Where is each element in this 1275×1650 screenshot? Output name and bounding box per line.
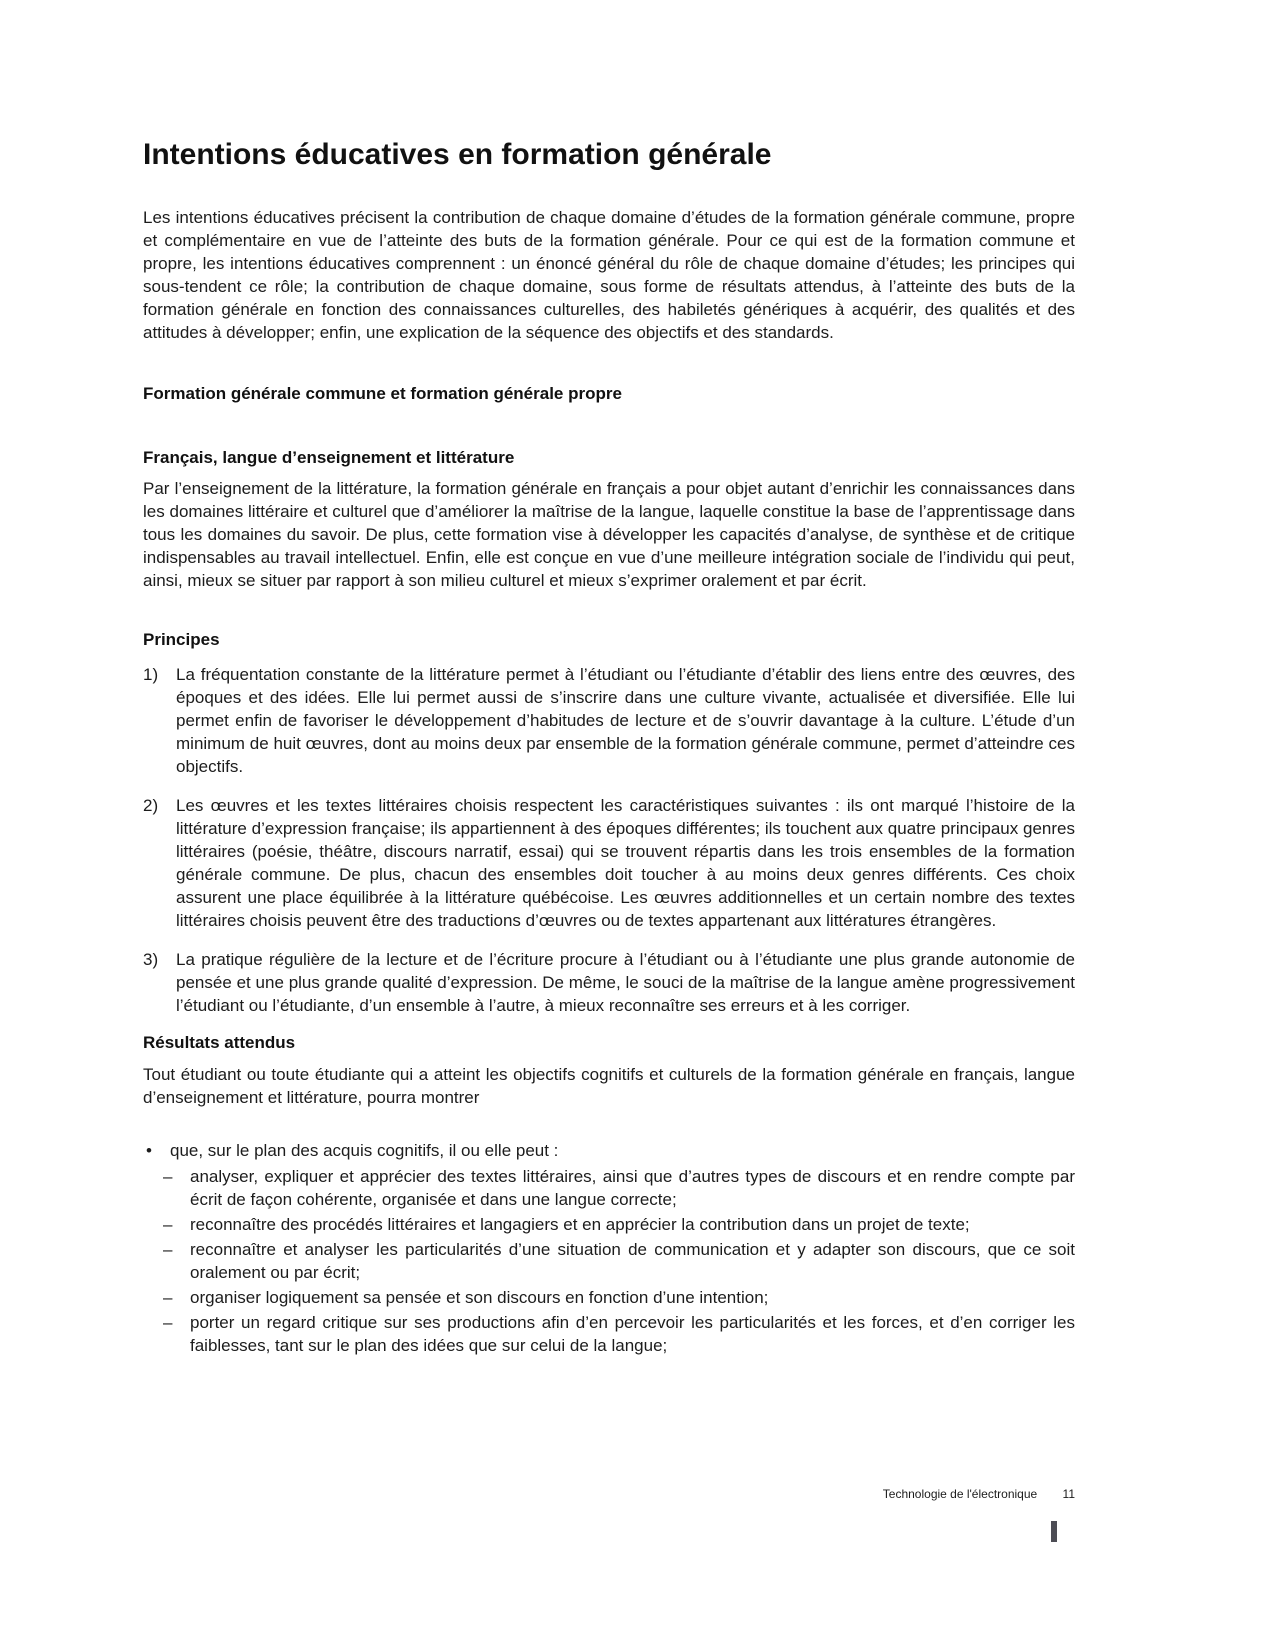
dash-item-text: reconnaître et analyser les particularités d’une situation de communication et y adapter son discours, que ce soit oralement ou par écrit;	[190, 1240, 1075, 1282]
dash-item-text: reconnaître des procédés littéraires et langagiers et en apprécier la contribution dans un projet de texte;	[190, 1215, 970, 1234]
results-intro-paragraph: Tout étudiant ou toute étudiante qui a atteint les objectifs cognitifs et culturels de la formation générale en français, langue d’enseignement et littérature, pourra montrer	[143, 1065, 1075, 1107]
section-heading-formation-generale: Formation générale commune et formation générale propre	[143, 384, 622, 403]
principle-text: La fréquentation constante de la littérature permet à l’étudiant ou l’étudiante d’établir des liens entre des œuvres, des époques et des idées. Elle lui permet aussi de s’inscrire dans une culture vivante, actualisée et diversifiée. Elle lui permet enfin de favoriser le développement d’habitudes de lecture et de s’ouvrir davantage à la culture. L’étude d’un minimum de huit œuvres, dont au moins deux par ensemble de la formation générale commune, permet d’atteindre ces objectifs.	[176, 665, 1075, 776]
principle-number: 2)	[143, 796, 159, 815]
dash-item-3	[143, 1238, 1075, 1284]
principle-text: Les œuvres et les textes littéraires choisis respectent les caractéristiques suivantes : ils ont marqué l’histoire de la littérature d’expression française; ils appartiennent à des époques différentes; ils touchent aux quatre principaux genres littéraires (poésie, théâtre, discours narratif, essai) qui se trouvent répartis dans les trois ensembles de la formation générale commune. De plus, chacun des ensembles doit toucher à au moins deux genres différents. Ces choix assurent une place équilibrée à la littérature québécoise. Les œuvres additionnelles et un certain nombre des textes littéraires choisis peuvent être des traductions d’œuvres ou de textes appartenant aux littératures étrangères.	[176, 796, 1075, 930]
dash-icon: –	[163, 1313, 173, 1332]
principle-number: 3)	[143, 950, 159, 969]
footer-page-number: 11	[1062, 1487, 1075, 1501]
dash-icon: –	[163, 1215, 173, 1234]
page-footer	[143, 1487, 1075, 1501]
principle-item-3	[143, 948, 1075, 1017]
bullet-text: que, sur le plan des acquis cognitifs, il ou elle peut :	[170, 1141, 559, 1160]
results-heading: Résultats attendus	[143, 1033, 296, 1052]
dash-item-5	[143, 1311, 1075, 1357]
dash-icon: –	[163, 1288, 173, 1307]
intro-paragraph: Les intentions éducatives précisent la contribution de chaque domaine d’études de la formation générale commune, propre et complémentaire en vue de l’atteinte des buts de la formation générale. Pour ce qui est de la formation commune et propre, les intentions éducatives comprennent : un énoncé général du rôle de chaque domaine d’études; les principes qui sous-tendent ce rôle; la contribution de chaque domaine, sous forme de résultats attendus, à l’atteinte des buts de la formation générale en fonction des connaissances culturelles, des habiletés génériques à acquérir, des qualités et des attitudes à développer; enfin, une explication de la séquence des objectifs et des standards.	[143, 208, 1075, 342]
dash-item-text: organiser logiquement sa pensée et son discours en fonction d’une intention;	[190, 1288, 769, 1307]
francais-paragraph: Par l’enseignement de la littérature, la formation générale en français a pour objet autant d’enrichir les connaissances dans les domaines littéraire et culturel que d’améliorer la maîtrise de la langue, laquelle constitue la base de l’apprentissage dans tous les domaines du savoir. De plus, cette formation vise à développer les capacités d’analyse, de synthèse et de critique indispensables au travail intellectuel. Enfin, elle est conçue en vue d’une meilleure intégration sociale de l’individu qui peut, ainsi, mieux se situer par rapport à son milieu culturel et mieux s’exprimer oralement et par écrit.	[143, 479, 1075, 590]
bullet-icon: •	[146, 1141, 152, 1160]
page-edge-marker	[1051, 1521, 1057, 1542]
document-content	[143, 138, 1075, 1359]
principle-item-2	[143, 794, 1075, 932]
dash-item-text: porter un regard critique sur ses productions afin d’en percevoir les particularités et les forces, et d’en corriger les faiblesses, tant sur le plan des idées que sur celui de la langue;	[190, 1313, 1075, 1355]
dash-item-4	[143, 1286, 1075, 1309]
principle-number: 1)	[143, 665, 159, 684]
dash-item-2	[143, 1213, 1075, 1236]
footer-document-title: Technologie de l'électronique	[882, 1487, 1038, 1501]
bullet-item-acquis-cognitifs	[143, 1139, 1075, 1162]
dash-icon: –	[163, 1167, 173, 1186]
dash-item-1	[143, 1165, 1075, 1211]
page-title: Intentions éducatives en formation générale	[143, 138, 772, 171]
principle-item-1	[143, 663, 1075, 778]
dash-item-text: analyser, expliquer et apprécier des textes littéraires, ainsi que d’autres types de discours et en rendre compte par écrit de façon cohérente, organisée et dans une langue correcte;	[190, 1167, 1075, 1209]
principles-heading: Principes	[143, 630, 220, 649]
dash-icon: –	[163, 1240, 173, 1259]
principle-text: La pratique régulière de la lecture et de l’écriture procure à l’étudiant ou à l’étudiante une plus grande autonomie de pensée et une plus grande qualité d’expression. De même, le souci de la maîtrise de la langue amène progressivement l’étudiant ou l’étudiante, d’un ensemble à l’autre, à mieux reconnaître ses erreurs et à les corriger.	[176, 950, 1075, 1015]
subsection-heading-francais: Français, langue d’enseignement et littérature	[143, 448, 515, 467]
